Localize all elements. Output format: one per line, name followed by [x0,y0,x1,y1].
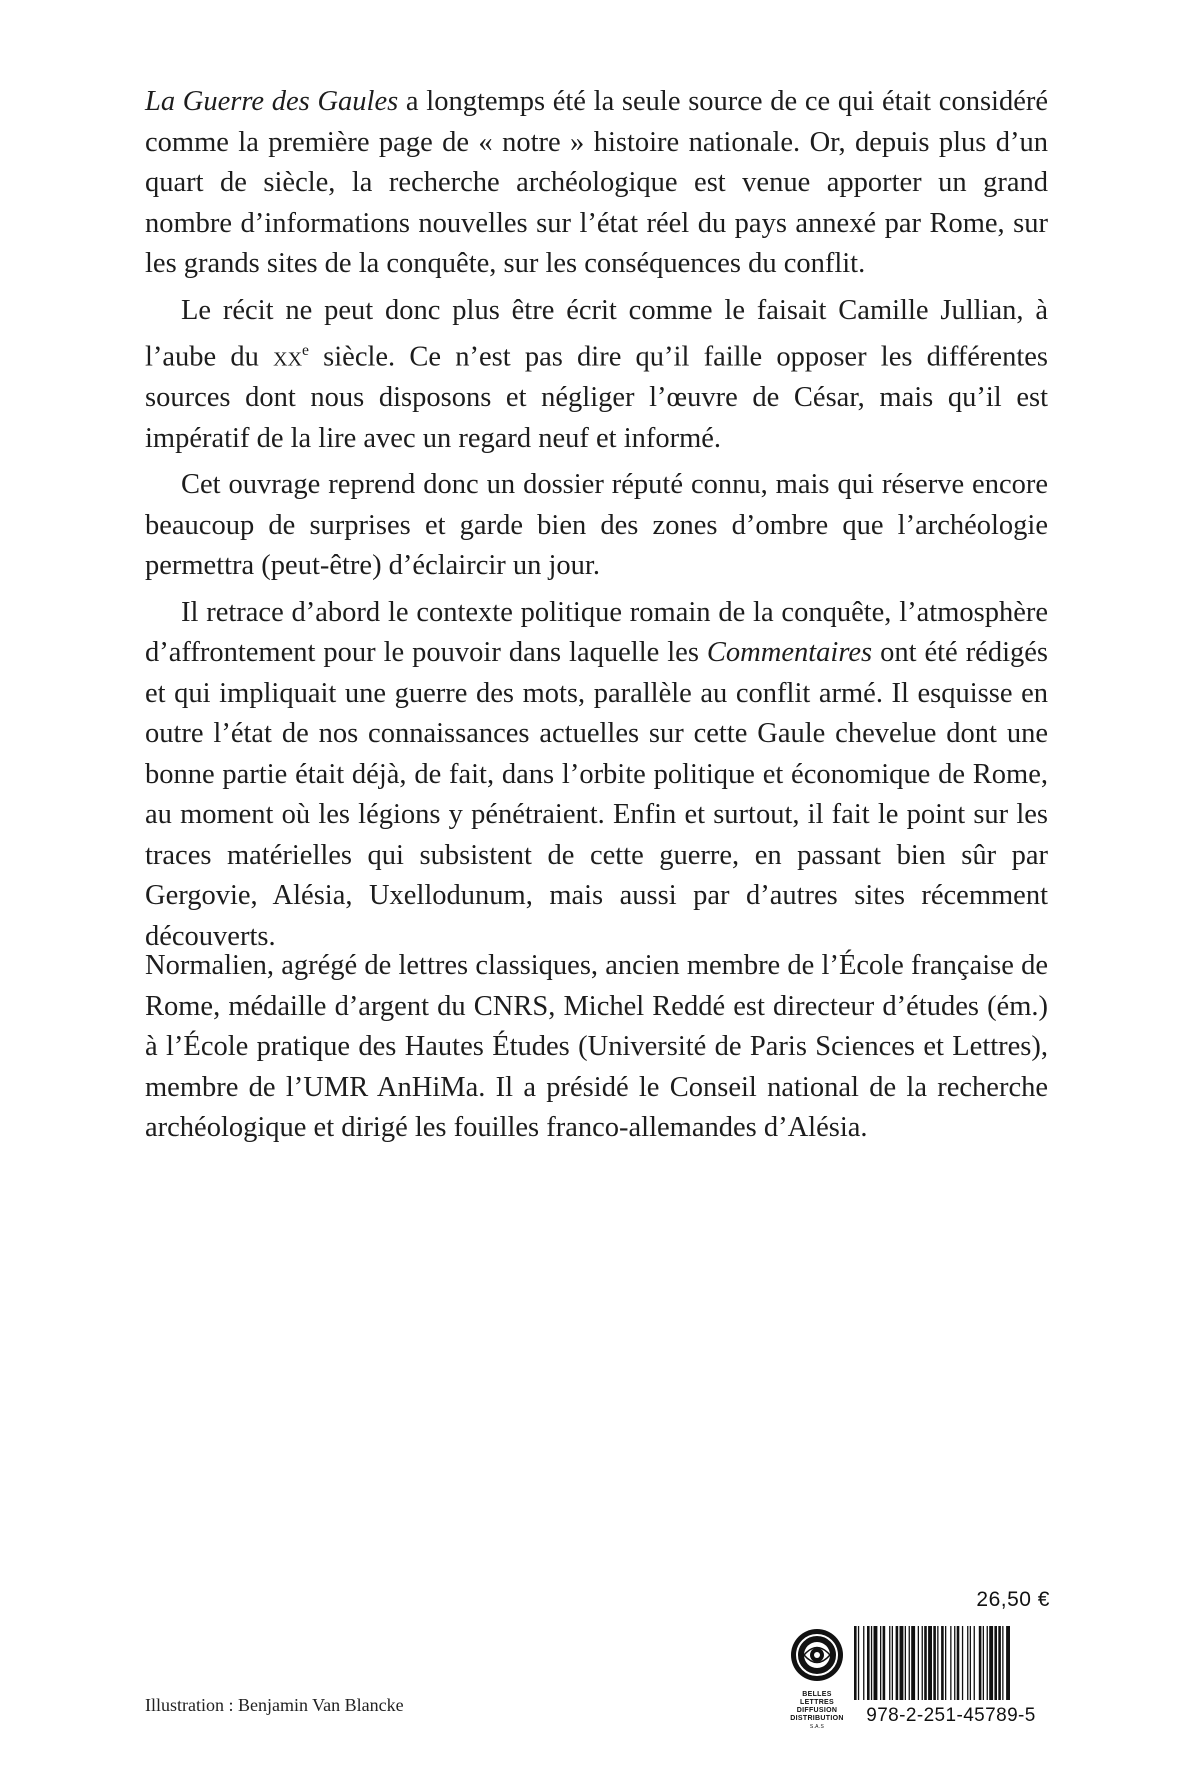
barcode-bar [987,1626,988,1700]
century-superscript: e [302,342,309,359]
publisher-line-1: BELLES LETTRES [800,1691,834,1706]
barcode-bar [892,1626,893,1700]
author-bio [145,946,1048,1149]
barcode-bar [950,1626,951,1700]
illustration-credit: Illustration : Benjamin Van Blancke [145,1695,404,1715]
barcode-bar [957,1626,960,1700]
century-numeral: xx [273,341,303,373]
book-title-italic: La Guerre des Gaules [145,86,399,117]
barcode-bar [1006,1626,1010,1700]
barcode-bar [1002,1626,1003,1700]
barcode-bar [974,1626,975,1700]
barcode-bar [928,1626,932,1700]
barcode-bar [937,1626,938,1700]
barcode-bar [874,1626,878,1700]
price-label: 26,50 € [976,1588,1050,1611]
blurb-paragraph-3: Cet ouvrage reprend donc un dossier réputé connu, mais qui réserve encore beaucoup de surprises et garde bien des zones d’ombre que l’archéologie permettra (peut-être) d’éclaircir un jour. [145,469,1048,581]
blurb-paragraph-4-before: Il retrace d’abord le contexte politique romain de la conquête, l’atmosphère d’affrontement pour le pouvoir dans laquelle les [145,596,1048,668]
barcode-bar [954,1626,955,1700]
book-blurb [145,82,1048,963]
blurb-paragraph-4 [145,593,1048,958]
barcode-bar [905,1626,906,1700]
barcode-bar [909,1626,910,1700]
barcode-bar [900,1626,904,1700]
barcode-bar [911,1626,915,1700]
isbn-barcode-icon [852,1626,1050,1700]
blurb-paragraph-2-after: siècle. Ce n’est pas dire qu’il faille opposer les différentes sources dont nous disposons et négliger l’œuvre de César, mais qu’il est impératif de la lire avec un regard neuf et informé. [145,341,1048,454]
publisher-line-3: DISTRIBUTION [790,1715,844,1722]
publisher-name [790,1691,844,1731]
barcode-bar [863,1626,864,1700]
barcode-bar [962,1626,963,1700]
barcode-bar [922,1626,923,1700]
barcode-bar [979,1626,982,1700]
barcode-bar [867,1626,870,1700]
barcode-bar [918,1626,919,1700]
publisher-logo [790,1628,844,1728]
barcode-bar [998,1626,1001,1700]
blurb-paragraph-1-text: a longtemps été la seule source de ce qui était considéré comme la première page de « notre » histoire nationale. Or, depuis plus d’un quart de siècle, la recherche archéologique est venue apporter un grand nombre d’informations nouvelles sur l’état réel du pays annexé par Rome, sur les grands sites de la conquête, sur les conséquences du conflit. [145,86,1048,279]
publisher-line-2: DIFFUSION [796,1707,838,1714]
isbn-number: 978-2-251-45789-5 [866,1705,1036,1726]
barcode-bar [967,1626,968,1700]
blurb-paragraph-4-after: ont été rédigés et qui impliquait une guerre des mots, parallèle au conflit armé. Il esquisse en outre l’état de nos connaissances actuelles sur cette Gaule chevelue dont une bonne partie était déjà, de fait, dans l’orbite politique et économique de Rome, au moment où les légions y pénétraient. Enfin et surtout, il fait le point sur les traces matérielles qui subsistent de cette guerre, en passant bien sûr par Gergovie, Alésia, Uxellodunum, mais aussi par d’autres sites récemment découverts. [145,637,1048,952]
barcode-bar [933,1626,936,1700]
barcode-bar [945,1626,946,1700]
barcode-bar [983,1626,984,1700]
barcode-bar [941,1626,944,1700]
blurb-paragraph-1 [145,82,1048,285]
barcode-bar [924,1626,927,1700]
barcode-bar [889,1626,890,1700]
barcode-bar [989,1626,993,1700]
publisher-line-4: S.A.S [809,1724,825,1730]
commentaires-italic: Commentaires [706,637,873,668]
barcode-bar [854,1626,857,1700]
barcode-bar [883,1626,886,1700]
blurb-paragraph-2 [145,291,1048,460]
barcode-bar [858,1626,859,1700]
barcode-bar [880,1626,881,1700]
belles-lettres-logo-icon [790,1628,844,1682]
barcode-bar [896,1626,899,1700]
barcode-bar [994,1626,997,1700]
blurb-paragraph-2-before: Le récit ne peut donc plus être écrit comme le faisait Camille Jullian, à l’aube du [145,294,1048,373]
author-bio-text: Normalien, agrégé de lettres classiques, ancien membre de l’École française de Rome, médaille d’argent du CNRS, Michel Reddé est directeur d’études (ém.) à l’École pratique des Hautes Études (Université de Paris Sciences et Lettres), membre de l’UMR AnHiMa. Il a présidé le Conseil national de la recherche archéologique et dirigé les fouilles franco-allemandes d’Alésia. [145,950,1048,1143]
barcode-bar [871,1626,872,1700]
barcode-bar [970,1626,971,1700]
